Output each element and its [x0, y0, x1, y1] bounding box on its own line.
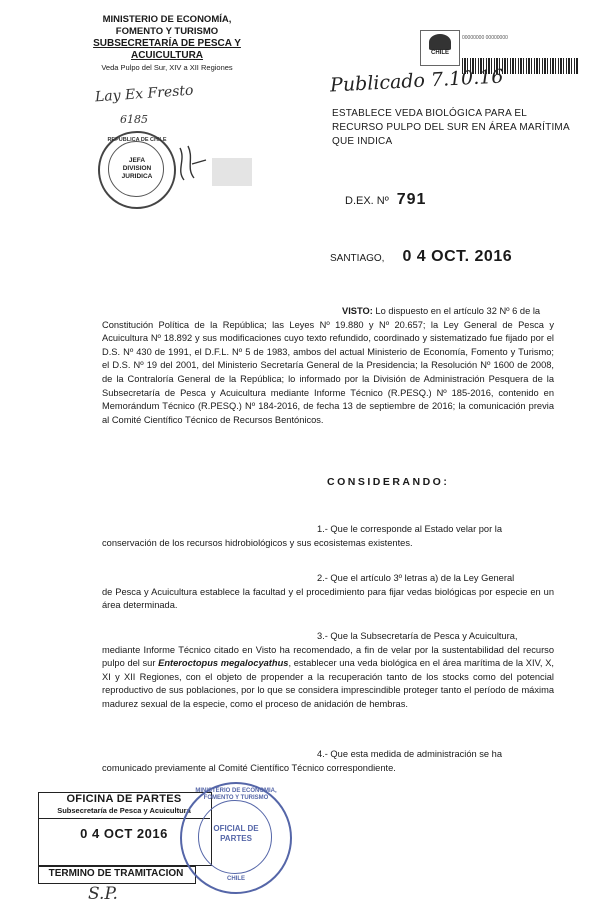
juridica-stamp-center-text: JEFA DIVISION JURIDICA [121, 157, 153, 180]
considerando-3-text-before: mediante Informe Técnico citado en Visto ha recomendado, a fin de velar por la sustentabilidad del recurso pulpo del sur [102, 644, 554, 669]
considerando-1-first: 1.- Que le corresponde al Estado velar por la [317, 524, 503, 534]
oficial-stamp-ring-text: MINISTERIO DE ECONOMIA, FOMENTO Y TURISMO [195, 788, 277, 801]
place: SANTIAGO, [330, 253, 385, 264]
ministry-name-line1: MINISTERIO DE ECONOMÍA, [102, 14, 232, 25]
ministry-header [72, 14, 262, 74]
considerando-4-rest: comunicado previamente al Comité Científico Técnico correspondiente. [102, 762, 396, 773]
considerando-3 [102, 630, 554, 712]
juridica-stamp-ring-text: REPUBLICA DE CHILE [107, 137, 167, 143]
considerando-2-first: 2.- Que el artículo 3º letras a) de la Ley General [317, 573, 515, 583]
decree-title: ESTABLECE VEDA BIOLÓGICA PARA EL RECURSO PULPO DEL SUR EN ÁREA MARÍTIMA QUE INDICA [332, 108, 570, 147]
visto-paragraph [102, 305, 554, 427]
oficial-partes-round-stamp [180, 782, 292, 894]
considerando-4 [102, 748, 554, 775]
considerando-2 [102, 572, 554, 613]
oficial-stamp-center-text: OFICIAL DE PARTES [213, 824, 259, 843]
chile-seal-icon [420, 30, 460, 66]
juridica-round-stamp [98, 131, 176, 209]
considerando-1-rest: conservación de los recursos hidrobiológicos y sus ecosistemas existentes. [102, 537, 413, 548]
barcode-small-print: 00000000 00000000 [462, 35, 508, 41]
oficial-stamp-bottom-text: CHILE [227, 876, 245, 882]
oficina-partes-date: 0 4 OCT 2016 [80, 826, 168, 841]
considerando-3-rest [102, 644, 554, 712]
visto-label: VISTO: [342, 306, 373, 316]
signature-mark [172, 140, 212, 188]
ministry-name-line2: FOMENTO Y TURISMO [115, 26, 219, 37]
faint-stamp-block [212, 158, 252, 186]
decree-label: D.EX. Nº [345, 195, 389, 207]
considerando-heading: CONSIDERANDO: [327, 476, 450, 488]
handwritten-initials: S.P. [88, 884, 118, 904]
handwritten-left-note: Lay Ex Fresto [94, 82, 194, 106]
visto-body: Constitución Política de la República; las Leyes Nº 19.880 y Nº 20.657; la Ley General de Pesca y Acuicultura Nº 18.892 y sus modificaciones cuyo texto refundido, coordinado y sistematizado fue fijado por el D.S. Nº 430 de 1991, el D.F.L. Nº 5 de 1983, ambos del actual Ministerio de Economía, Fomento y Turismo; el D.S. Nº 19 del 2001, del Ministerio Secretaría General de la Presidencia; la Resolución Nº 1600 de 2008, de la Contraloría General de la República; lo informado por la División de Administración Pesquera de la Subsecretaría de Pesca y Acuicultura mediante Informe Técnico (R.PESQ.) Nº 185-2016, contenido en Memorándum Técnico (R.PESQ.) Nº 184-2016, de fecha 13 de septiembre de 2016; la comunicación previa al Comité Científico Técnico de Recursos Bentónicos. [102, 319, 554, 425]
considerando-2-rest: de Pesca y Acuicultura establece la facultad y el procedimiento para fijar vedas biológicas por especie en un área determinada. [102, 586, 554, 611]
handwritten-publication-note: Publicado 7.10.16 [329, 65, 504, 97]
chile-seal-label: CHILE [431, 50, 449, 56]
subsecretaria-name: SUBSECRETARÍA DE PESCA Y ACUICULTURA [93, 38, 241, 61]
oficina-partes-title: OFICINA DE PARTES [66, 793, 182, 805]
considerando-3-text-after: , establecer una veda biológica en el área marítima de la XIV, X, XI y XII Regiones, con el objeto de propender a la recuperación tanto de los stocks como del potencial reproductivo de sus poblaciones, por lo que se considera imprescindible proteger tanto el período de máxima madurez sexual de la especie, como el proceso de anidación de hembras. [102, 658, 554, 709]
decree-number: 791 [396, 191, 427, 208]
visto-first-line: Lo dispuesto en el artículo 32 Nº 6 de la [375, 306, 541, 316]
header-subject: Veda Pulpo del Sur, XIV a XII Regiones [101, 63, 233, 72]
considerando-1 [102, 523, 554, 550]
oficina-partes-subtitle: Subsecretaría de Pesca y Acuicultura [57, 806, 191, 815]
decree-number-line [345, 191, 426, 209]
considerando-3-first: 3.- Que la Subsecretaría de Pesca y Acuicultura, [317, 631, 518, 641]
species-name: Enteroctopus megalocyathus [158, 658, 289, 669]
termino-tramitacion-label: TERMINO DE TRAMITACION [48, 868, 184, 879]
considerando-4-first: 4.- Que esta medida de administración se ha [317, 749, 503, 759]
place-date-line [330, 248, 512, 266]
handwritten-number: 6185 [120, 113, 148, 126]
decree-date: 0 4 OCT. 2016 [402, 248, 513, 265]
